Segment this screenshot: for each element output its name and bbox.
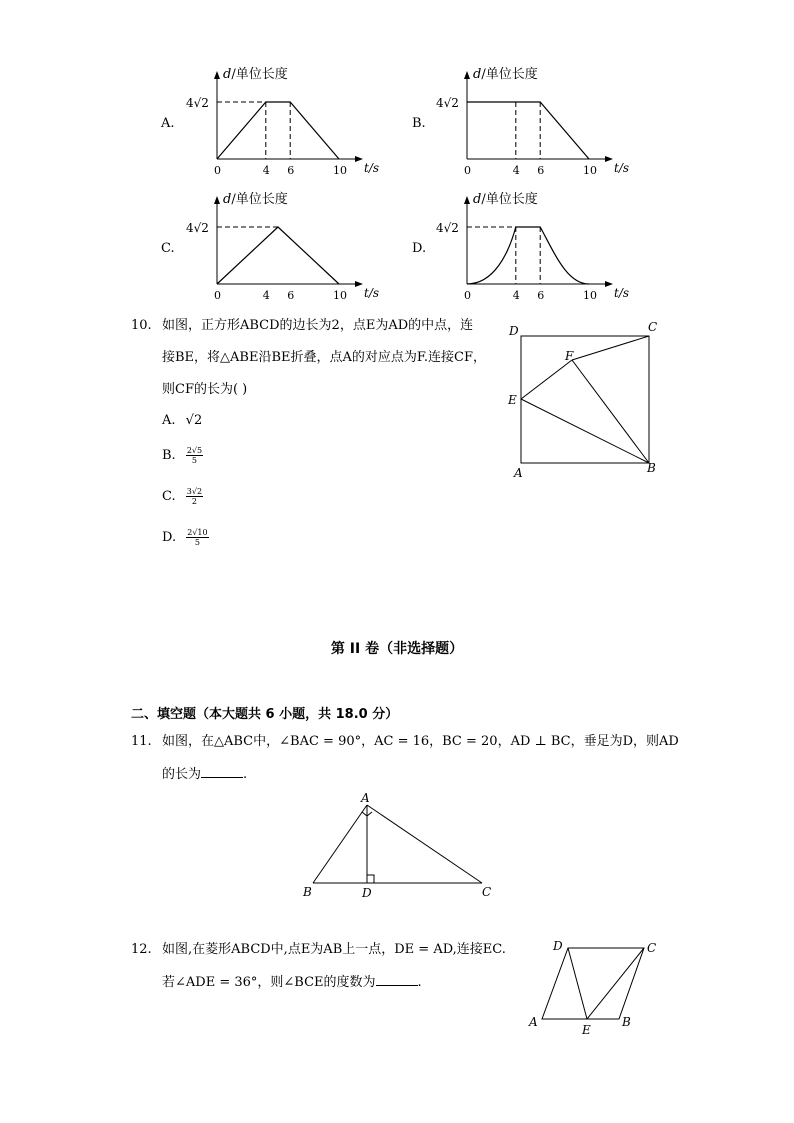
graph-c-x-tick-10: 10 — [333, 289, 347, 302]
fig10-label-f: F — [565, 349, 574, 363]
square-abcd — [521, 336, 649, 463]
segment-ef — [521, 360, 572, 399]
q12-line2-wrap — [162, 973, 422, 992]
graph-d-x-tick-0: 0 — [464, 289, 471, 302]
graph-c-x-tick-4: 4 — [262, 289, 270, 302]
segment-de — [568, 948, 587, 1019]
graph-a-x-arrow — [355, 156, 363, 162]
segment-ac — [367, 805, 482, 883]
q10-option-a — [162, 412, 202, 430]
graph-b-x-tick-10: 10 — [583, 164, 597, 177]
graph-d-y-tick: 4√2 — [436, 221, 459, 235]
rhombus-abcd — [542, 948, 644, 1019]
graph-d-x-tick-4: 4 — [512, 289, 520, 302]
graph-b-x-label: t/s — [614, 161, 630, 175]
q10-option-b-den: 5 — [191, 456, 198, 465]
graph-d-x-label: t/s — [614, 286, 630, 300]
graph-b-x-tick-0: 0 — [464, 164, 471, 177]
q10-option-d-label: D. — [162, 530, 177, 545]
fig12-label-d: D — [553, 939, 563, 953]
graph-c-y-label: d/单位长度 — [223, 192, 288, 207]
fig11-label-b: B — [303, 885, 312, 899]
fig12-label-a: A — [529, 1015, 538, 1029]
q10-option-a-label: A. — [162, 413, 176, 428]
q12-line2: 若∠ADE = 36°，则∠BCE的度数为 — [162, 975, 376, 990]
q11-line1: 如图，在△ABC中，∠BAC = 90°，AC = 16，BC = 20，AD ⊥ BC，垂足为D，则AD — [162, 734, 679, 749]
graph-c-y-arrow — [214, 196, 220, 204]
fig10-label-a: A — [514, 466, 523, 480]
part2-heading: 二、填空题（本大题共 6 小题，共 18.0 分） — [131, 707, 399, 722]
q10-option-a-value: √2 — [185, 413, 203, 428]
q10-option-d-num: 2√10 — [187, 528, 208, 537]
q10-option-c-label: C. — [162, 489, 176, 504]
graph-d-line — [467, 227, 589, 284]
graph-c-line — [217, 227, 339, 284]
graph-b-x-tick-6: 6 — [537, 164, 545, 177]
fig10-label-c: C — [648, 320, 658, 334]
graph-b-y-label: d/单位长度 — [473, 67, 538, 82]
q12-number: 12. — [131, 942, 152, 957]
graph-a-x-tick-10: 10 — [333, 164, 347, 177]
q11-line2: 的长为 — [162, 767, 202, 782]
q10-number: 10. — [131, 318, 152, 333]
graph-b-x-arrow — [605, 156, 613, 162]
graph-b-y-tick: 4√2 — [436, 96, 459, 110]
q9-graphs — [0, 0, 794, 310]
option-c-label: C. — [161, 241, 175, 256]
q10-option-d — [162, 528, 209, 547]
q10-option-c-fraction — [186, 487, 203, 506]
q10-line2: 接BE，将△ABE沿BE折叠，点A的对应点为F.连接CF， — [162, 350, 486, 365]
q10-option-c-den: 2 — [191, 497, 197, 506]
q10-line1: 如图，正方形ABCD的边长为2，点E为AD的中点，连 — [162, 318, 474, 333]
graph-a-x-tick-4: 4 — [262, 164, 270, 177]
q10-option-c-num: 3√2 — [186, 487, 203, 496]
segment-eb — [521, 399, 649, 463]
graph-a-y-label: d/单位长度 — [223, 67, 288, 82]
segment-ab — [313, 805, 367, 883]
graph-a-x-tick-6: 6 — [287, 164, 295, 177]
graph-a-x-tick-0: 0 — [214, 164, 221, 177]
fig11-label-d: D — [362, 886, 372, 900]
right-angle-d — [367, 875, 374, 883]
graph-a-y-arrow — [214, 71, 220, 79]
q12-rhombus-figure — [525, 935, 665, 1040]
option-a-label: A. — [161, 116, 175, 131]
fig10-label-e: E — [508, 393, 517, 407]
q11-answer-blank[interactable] — [201, 765, 243, 778]
q10-square-figure — [500, 315, 675, 485]
fig12-label-c: C — [647, 941, 657, 955]
graph-c-y-tick: 4√2 — [186, 221, 209, 235]
fig12-label-b: B — [622, 1015, 631, 1029]
graph-b-x-tick-4: 4 — [512, 164, 520, 177]
graph-b-y-arrow — [464, 71, 470, 79]
q10-option-b-label: B. — [162, 448, 176, 463]
fig10-label-d: D — [509, 324, 519, 338]
graph-d-x-tick-10: 10 — [583, 289, 597, 302]
graph-a-x-label: t/s — [364, 161, 380, 175]
q10-line3: 则CF的长为( ) — [162, 382, 248, 397]
q10-option-b-num: 2√5 — [186, 446, 203, 455]
q10-option-b-fraction — [186, 446, 203, 465]
graph-c-x-tick-0: 0 — [214, 289, 221, 302]
segment-fc — [572, 336, 649, 360]
q10-option-c — [162, 487, 203, 506]
segment-ec — [587, 948, 644, 1019]
q10-option-d-fraction — [186, 528, 208, 547]
fig10-label-b: B — [647, 461, 656, 475]
q10-option-d-den: 5 — [194, 538, 200, 547]
q10-option-b — [162, 446, 203, 465]
segment-fb — [572, 360, 649, 463]
fig11-label-c: C — [482, 885, 492, 899]
option-d-label: D. — [412, 241, 427, 256]
graph-a-y-tick: 4√2 — [186, 96, 209, 110]
q11-triangle-figure — [296, 788, 501, 903]
graph-d-x-tick-6: 6 — [537, 289, 545, 302]
q11-period: . — [243, 767, 248, 782]
graph-d-y-label: d/单位长度 — [473, 192, 538, 207]
section-title: 第 II 卷（非选择题） — [330, 641, 464, 657]
fig12-label-e: E — [582, 1023, 591, 1037]
graph-d-x-arrow — [605, 281, 613, 287]
fig11-label-a: A — [361, 791, 370, 805]
graph-d-y-arrow — [464, 196, 470, 204]
q11-line2-wrap — [162, 765, 247, 784]
q12-line1: 如图,在菱形ABCD中,点E为AB上一点，DE = AD,连接EC. — [162, 942, 506, 957]
graph-c-x-label: t/s — [364, 286, 380, 300]
graph-c-x-arrow — [355, 281, 363, 287]
q12-answer-blank[interactable] — [376, 973, 418, 986]
option-b-label: B. — [412, 116, 426, 131]
q12-period: . — [417, 975, 422, 990]
graph-a-line — [217, 102, 339, 159]
graph-c-x-tick-6: 6 — [287, 289, 295, 302]
graph-b-line — [467, 102, 589, 159]
q11-number: 11. — [131, 734, 152, 749]
